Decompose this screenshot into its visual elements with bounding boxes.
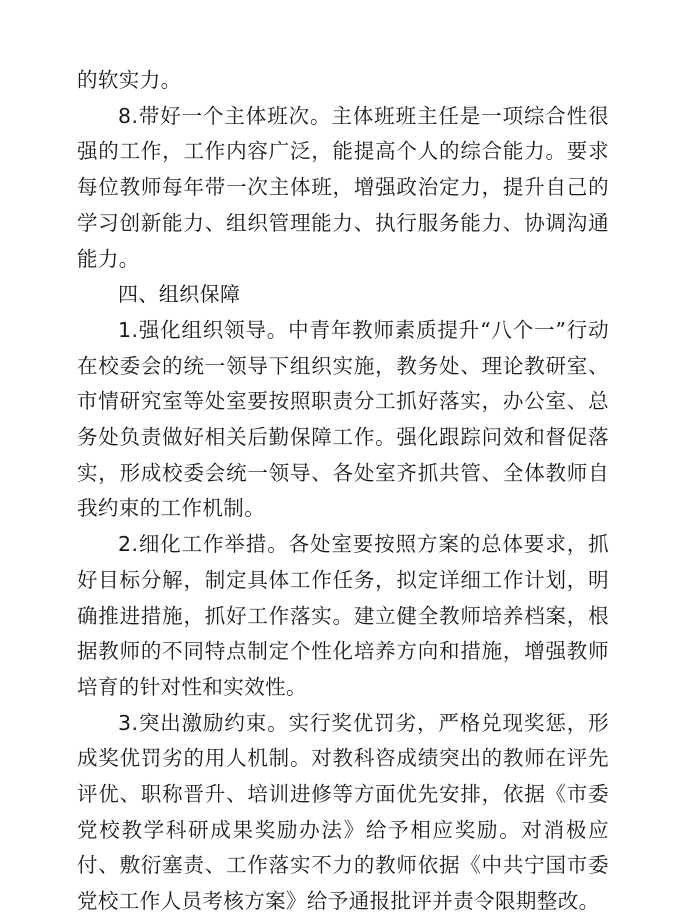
section-heading: 四、组织保障 (118, 282, 241, 307)
continuation-text: 的软实力。 (77, 68, 182, 92)
item-1-body: 中青年教师素质提升“八个一”行动在校委会的统一领导下组织实施，教务处、理论教研室、市情研究室等处室要按照职责分工抓好落实，办公室、总务处负责做好相关后勤保障工作。强化跟踪问效和督促落实，形成校委会统一领导、各处室齐抓共管、全体教师自我约束的工作机制。 (77, 317, 609, 521)
item-2-paragraph (77, 527, 609, 706)
item-1-lead: 1.强化组织领导。 (118, 317, 289, 342)
item-3-body: 实行奖优罚劣，严格兑现奖惩，形成奖优罚劣的用人机制。对教科咨成绩突出的教师在评先评优、职称晋升、培训进修等方面优先安排，依据《市委党校教学科研成果奖励办法》给予相应奖励。对消极应付、敷衍塞责、工作落实不力的教师依据《中共宁国市委党校工作人员考核方案》给予通报批评并责令限期整改。 (77, 710, 609, 914)
item-1-paragraph (77, 313, 609, 527)
item-2-body: 各处室要按照方案的总体要求，抓好目标分解，制定具体工作任务，拟定详细工作计划，明确推进措施，抓好工作落实。建立健全教师培养档案，根据教师的不同特点制定个性化培养方向和措施，增强教师培育的针对性和实效性。 (77, 532, 609, 699)
document-body (77, 63, 609, 920)
item-8-paragraph (77, 99, 609, 278)
item-3-lead: 3.突出激励约束。 (118, 710, 289, 735)
item-2-lead: 2.细化工作举措。 (118, 532, 289, 557)
item-8-body: 主体班班主任是一项综合性很强的工作，工作内容广泛，能提高个人的综合能力。要求每位教师每年带一次主体班，增强政治定力，提升自己的学习创新能力、组织管理能力、执行服务能力、协调沟通能力。 (77, 103, 609, 271)
item-3-paragraph (77, 706, 609, 920)
item-8-lead: 8.带好一个主体班次。 (118, 103, 332, 128)
